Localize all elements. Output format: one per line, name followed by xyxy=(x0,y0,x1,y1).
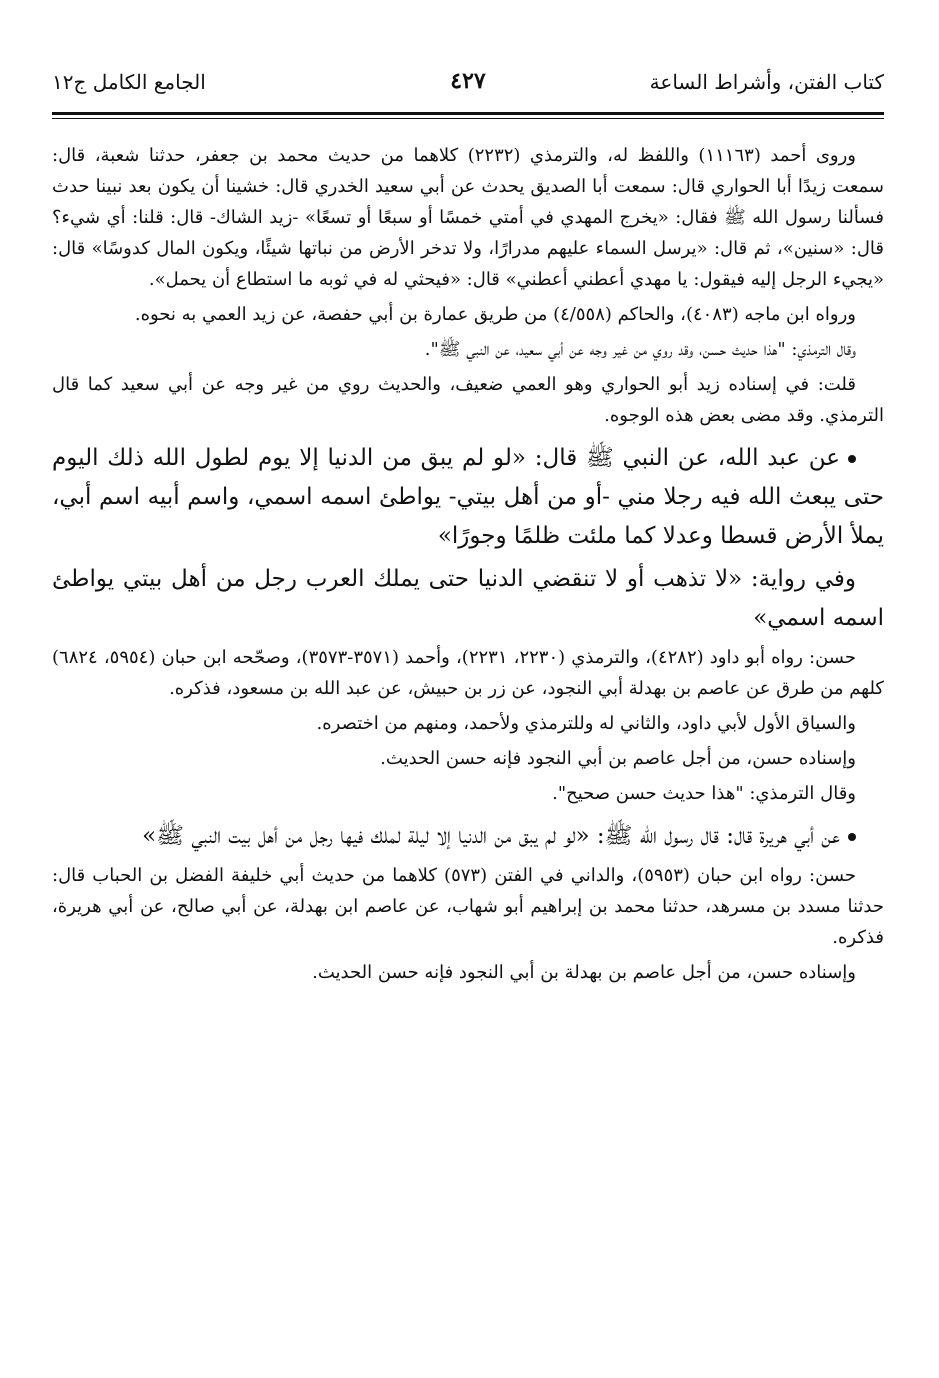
paragraph-tirmidhi-comment: وقال الترمذي: "هذا حديث حسن، وقد روي من غير وجه عن أبي سعيد، عن النبي ﷺ". xyxy=(424,339,856,360)
page-header xyxy=(52,60,884,108)
hadith-abu-hurayra-text: عن أبي هريرة قال: قال رسول الله ﷺ: «لو لم يبق من الدنيا إلا ليلة لملك فيها رجل من أهل بيت النبي ﷺ» xyxy=(142,823,840,849)
paragraph-isnad-asim: وإسناده حسن، من أجل عاصم بن بهدلة بن أبي النجود فإنه حسن الحديث. xyxy=(312,962,856,983)
paragraph-takhrij-ibn-hibban: حسن: رواه ابن حبان (٥٩٥٣)، والداني في الفتن (٥٧٣) كلاهما من حديث أبي خليفة الفضل بن الحباب قال: حدثنا مسدد بن مسرهد، حدثنا محمد بن إبراهيم أبو شهاب، عن عاصم ابن بهدلة، عن أبي صالح، عن أبي هريرة، فذكره. xyxy=(52,865,884,948)
hadith-abdullah xyxy=(52,439,884,556)
paragraph-takhrij-abu-dawud: حسن: رواه أبو داود (٤٢٨٢)، والترمذي (٢٢٣٠، ٢٢٣١)، وأحمد (٣٥٧١-٣٥٧٣)، وصحّحه ابن حبان (٥٩٥٤، ٦٨٢٤) كلهم من طرق عن عاصم بن بهدلة أبي النجود، عن زر بن حبيش، عن عبد الله بن مسعود، فذكره. xyxy=(52,647,884,699)
bullet-icon xyxy=(848,833,856,841)
book-page xyxy=(52,60,884,1360)
hadith-abdullah-text: عن عبد الله، عن النبي ﷺ قال: «لو لم يبق من الدنيا إلا يوم لطول الله ذلك اليوم حتى يبعث الله فيه رجلا مني -أو من أهل بيتي- يواطئ اسمه اسمي، واسم أبيه اسم أبي، يملأ الأرض قسطا وعدلا كما ملئت ظلمًا وجورًا» xyxy=(52,445,884,549)
chapter-title: كتاب الفتن، وأشراط الساعة xyxy=(649,70,884,94)
paragraph-context: والسياق الأول لأبي داود، والثاني له وللترمذي ولأحمد، ومنهم من اختصره. xyxy=(316,713,856,734)
paragraph-author-note: قلت: في إسناده زيد أبو الحواري وهو العمي ضعيف، والحديث روي من غير وجه عن أبي سعيد كما قال الترمذي. وقد مضى بعض هذه الوجوه. xyxy=(52,374,884,426)
bullet-icon xyxy=(848,455,856,463)
paragraph-ibn-majah: ورواه ابن ماجه (٤٠٨٣)، والحاكم (٤/٥٥٨) من طريق عمارة بن أبي حفصة، عن زيد العمي به نحوه. xyxy=(134,304,856,325)
paragraph-tirmidhi-sahih: وقال الترمذي: "هذا حديث حسن صحيح". xyxy=(552,783,856,804)
paragraph-ahmad-tirmidhi: وروى أحمد (١١١٦٣) واللفظ له، والترمذي (٢٢٣٢) كلاهما من حديث محمد بن جعفر، حدثنا شعبة، قال: سمعت زيدًا أبا الحواري قال: سمعت أبا الصديق يحدث عن أبي سعيد الخدري قال: خشينا أن يكون بعد نبينا حدث فسألنا رسول الله ﷺ فقال: «يخرج المهدي في أمتي خمسًا أو سبعًا أو تسعًا» -زيد الشاك- قال: قلنا: أي شيء؟ قال: «سنين»، ثم قال: «يرسل السماء عليهم مدرارًا، ولا تدخر الأرض من نباتها شيئًا، ويكون المال كدوسًا» قال: «يجيء الرجل إليه فيقول: يا مهدي أعطني أعطني» قال: «فيحثي له في ثوبه ما استطاع أن يحمل». xyxy=(52,145,884,290)
header-rule-thick xyxy=(52,112,884,115)
header-rule-thin xyxy=(52,118,884,119)
page-number: ٤٢٧ xyxy=(450,68,486,94)
page-content xyxy=(52,140,884,988)
hadith-abu-hurayra xyxy=(52,817,884,856)
book-title: الجامع الكامل ج١٢ xyxy=(52,70,206,94)
hadith-abdullah-variant: وفي رواية: «لا تذهب أو لا تنقضي الدنيا حتى يملك العرب رجل من أهل بيتي يواطئ اسمه اسمي» xyxy=(52,566,884,631)
paragraph-isnad-hasan: وإسناده حسن، من أجل عاصم بن أبي النجود فإنه حسن الحديث. xyxy=(380,748,856,769)
